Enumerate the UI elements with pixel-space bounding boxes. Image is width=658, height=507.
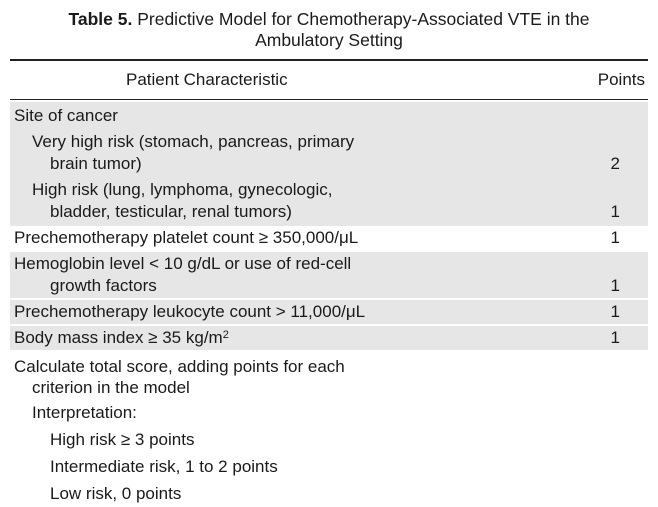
hemoglobin-label-cont: growth factors bbox=[50, 276, 157, 295]
top-rule bbox=[10, 59, 648, 61]
platelet-points: 1 bbox=[610, 228, 620, 247]
calc-line-1: Calculate total score, adding points for each bbox=[14, 357, 345, 376]
very-high-risk-points: 2 bbox=[610, 154, 620, 173]
row-hemoglobin bbox=[10, 252, 648, 298]
interpretation-high: High risk ≥ 3 points bbox=[50, 430, 195, 449]
table-footer bbox=[10, 354, 648, 507]
high-risk-label-cont: bladder, testicular, renal tumors) bbox=[50, 202, 292, 221]
high-risk-label: High risk (lung, lymphoma, gynecologic, bbox=[32, 180, 333, 199]
leukocyte-label: Prechemotherapy leukocyte count > 11,000/μL bbox=[14, 302, 366, 321]
caption-line-1 bbox=[0, 9, 658, 30]
platelet-label: Prechemotherapy platelet count ≥ 350,000/μL bbox=[14, 228, 359, 247]
row-bmi bbox=[10, 326, 648, 350]
very-high-risk-label-cont: brain tumor) bbox=[50, 154, 142, 173]
column-header-points: Points bbox=[597, 70, 645, 89]
calc-line-2: criterion in the model bbox=[32, 378, 190, 397]
hemoglobin-points: 1 bbox=[610, 276, 620, 295]
column-header-characteristic: Patient Characteristic bbox=[126, 70, 288, 89]
bmi-points: 1 bbox=[610, 328, 620, 347]
row-leukocyte bbox=[10, 300, 648, 324]
row-platelet bbox=[10, 226, 648, 252]
table-caption bbox=[0, 9, 658, 51]
caption-title-1: Predictive Model for Chemotherapy-Associated VTE in the bbox=[137, 9, 590, 29]
leukocyte-points: 1 bbox=[610, 302, 620, 321]
interpretation-label: Interpretation: bbox=[32, 403, 137, 422]
hemoglobin-label: Hemoglobin level < 10 g/dL or use of red-cell bbox=[14, 254, 352, 273]
high-risk-points: 1 bbox=[610, 202, 620, 221]
bmi-label-text: Body mass index ≥ 35 kg/m bbox=[14, 328, 223, 347]
interpretation-low: Low risk, 0 points bbox=[50, 484, 182, 503]
very-high-risk-label: Very high risk (stomach, pancreas, primary bbox=[32, 132, 355, 151]
bmi-label bbox=[14, 327, 229, 349]
caption-label: Table 5. bbox=[68, 9, 133, 29]
site-of-cancer-label: Site of cancer bbox=[14, 106, 118, 125]
interpretation-intermediate: Intermediate risk, 1 to 2 points bbox=[50, 457, 278, 476]
caption-title-2: Ambulatory Setting bbox=[255, 30, 403, 50]
row-site-of-cancer bbox=[10, 102, 648, 226]
bmi-superscript: 2 bbox=[222, 329, 229, 341]
header-rule bbox=[10, 99, 648, 100]
